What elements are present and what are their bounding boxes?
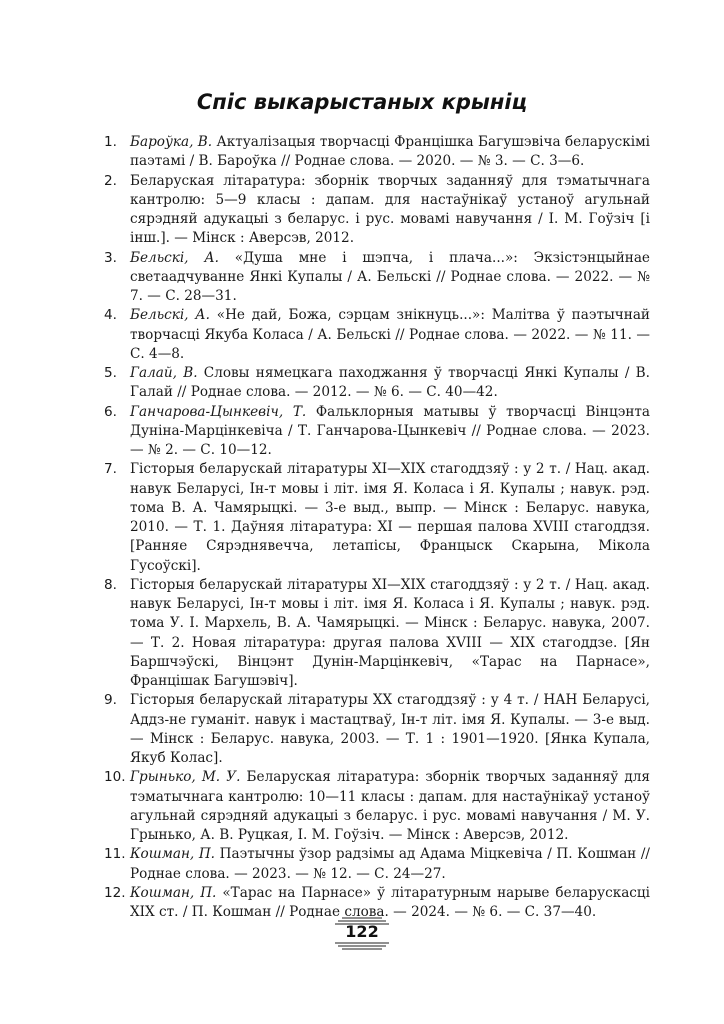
reference-item [104, 403, 650, 461]
reference-author: Бельскі, А. [130, 307, 210, 324]
reference-author: Кошман, П. [130, 846, 216, 863]
reference-text: «Не дай, Божа, сэрцам знікнуць...»: Малітва ў паэтычнай творчасці Якуба Коласа / А. Бельскі // Роднае слова. — 2022. — № 11. — С. 4—8. [130, 307, 650, 362]
reference-item [104, 249, 650, 307]
reference-number: 10. [104, 769, 126, 786]
reference-author: Бароўка, В. [130, 134, 213, 150]
reference-author: Бельскі, А. [130, 249, 219, 266]
page-number: 122 [345, 922, 379, 941]
reference-item [104, 845, 650, 884]
reference-list [104, 133, 650, 922]
reference-item [104, 460, 650, 576]
reference-item [104, 172, 650, 249]
reference-item [104, 364, 650, 403]
reference-text: Беларуская літаратура: зборнік творчых заданняў для тэматычнага кантролю: 10—11 класы : дапам. для настаўнікаў устаноў агульнай сярэдняй адукацыі з беларус. і рус. мовамі навучання / М. У. Грынько, А. В. Руцкая, І. М. Гоўзіч. — Мінск : Аверсэв, 2012. [130, 769, 651, 843]
reference-number: 1. [104, 134, 117, 150]
reference-text: Гісторыя беларускай літаратуры ХХ стагоддзяў : у 4 т. / НАН Беларусі, Аддз-не гуманіт. навук і мастацтваў, Ін-т літ. імя Я. Купалы. — 3-е выд. — Мінск : Беларус. навука, 2003. — Т. 1 : 1901—1920. [Янка Купала, Якуб Колас]. [130, 692, 650, 766]
reference-item [104, 691, 650, 768]
reference-text: Паэтычны ўзор радзімы ад Адама Міцкевіча / П. Кошман // Роднае слова. — 2023. — № 12. — С. 24—27. [130, 846, 650, 882]
reference-text: Беларуская літаратура: зборнік творчых заданняў для тэматычнага кантролю: 5—9 класы : дапам. для настаўнікаў устаноў агульнай сярэдняй адукацыі з беларус. і рус. мовамі навучання / І. М. Гоўзіч [і інш.]. — Мінск : Аверсэв, 2012. [130, 172, 650, 247]
page-number-badge [332, 916, 392, 950]
reference-text: Фальклорныя матывы ў творчасці Вінцэнта Дуніна-Марцінкевіча / Т. Ганчарова-Цынкевіч // Роднае слова. — 2023. — № 2. — С. 10—12. [130, 403, 650, 458]
reference-number: 5. [104, 365, 117, 381]
page-title: Спіс выкарыстаных крыніц [196, 90, 528, 114]
reference-item [104, 768, 650, 845]
reference-text: Гісторыя беларускай літаратуры ХІ—ХІХ стагоддзяў : у 2 т. / Нац. акад. навук Беларусі, Ін-т мовы і літ. імя Я. Коласа і Я. Купалы ; навук. рэд. тома У. І. Мархель, В. А. Чамярыцкі. — Мінск : Беларус. навука, 2007. — Т. 2. Новая літаратура: другая палова ХVІІІ — ХІХ стагоддзе. [Ян Баршчэўскі, Вінцэнт Дунін-Марцінкевіч, «Тарас на Парнасе», Францішак Багушэвіч]. [130, 576, 650, 689]
reference-text: «Тарас на Парнасе» ў літаратурным нарыве беларускасці ХІХ ст. / П. Кошман // Роднае слова. — 2024. — № 6. — С. 37—40. [130, 884, 650, 920]
reference-number: 8. [104, 576, 117, 593]
reference-number: 6. [104, 403, 117, 420]
reference-number: 7. [104, 461, 117, 478]
reference-text: «Душа мне і шэпча, і плача...»: Экзістэнцыйнае светаадчуванне Янкі Купалы / А. Бельскі // Роднае слова. — 2022. — № 7. — С. 28—31. [130, 249, 650, 304]
reference-author: Галай, В. [130, 365, 198, 381]
reference-item [104, 306, 650, 364]
reference-text: Словы нямецкага паходжання ў творчасці Янкі Купалы / В. Галай // Роднае слова. — 2012. — № 6. — С. 40—42. [130, 365, 650, 401]
reference-text: Актуалізацыя творчасці Францішка Багушэвіча беларускімі паэтамі / В. Бароўка // Роднае слова. — 2020. — № 3. — С. 3—6. [130, 134, 650, 170]
reference-author: Кошман, П. [130, 884, 217, 901]
reference-number: 4. [104, 307, 117, 324]
reference-number: 12. [104, 884, 126, 901]
reference-number: 3. [104, 249, 117, 266]
reference-number: 2. [104, 172, 117, 189]
reference-number: 9. [104, 692, 117, 709]
reference-item [104, 133, 650, 172]
reference-item [104, 576, 650, 692]
reference-number: 11. [104, 846, 126, 863]
reference-author: Грынько, М. У. [130, 769, 241, 786]
reference-text: Гісторыя беларускай літаратуры ХІ—ХІХ стагоддзяў : у 2 т. / Нац. акад. навук Беларусі, Ін-т мовы і літ. імя Я. Коласа і Я. Купалы ; навук. рэд. тома В. А. Чамярыцкі. — 3-е выд., выпр. — Мінск : Беларус. навука, 2010. — Т. 1. Даўняя літаратура: ХІ — першая палова ХVІІІ стагоддзя. [Ранняе Сярэднявечча, летапісы, Францыск Скарына, Мікола Гусоўскі]. [130, 461, 650, 574]
reference-author: Ганчарова-Цынкевіч, Т. [130, 403, 307, 420]
